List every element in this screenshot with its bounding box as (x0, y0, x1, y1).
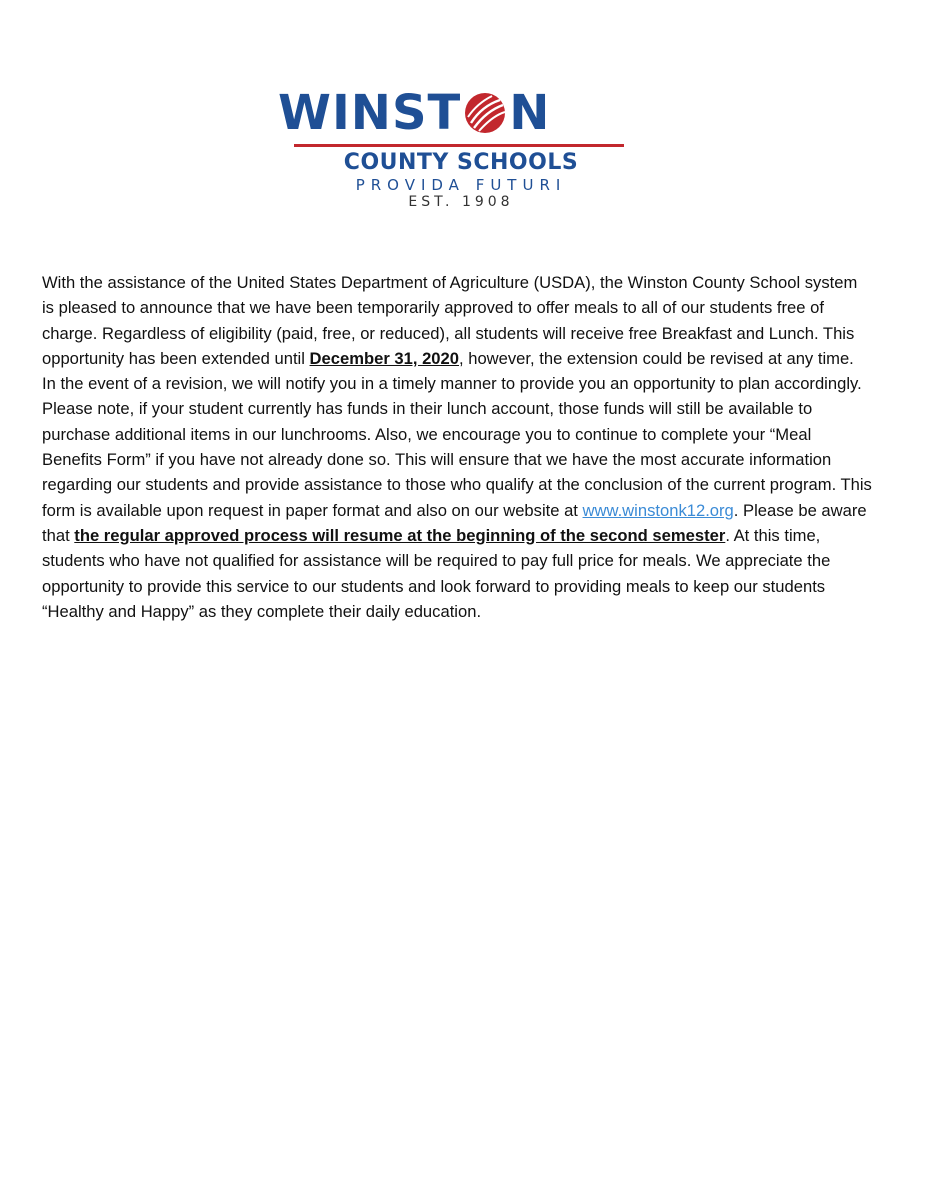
letterhead (0, 78, 927, 218)
logo-divider (294, 144, 624, 147)
district-motto: PROVIDA FUTURI (355, 176, 567, 194)
deadline-date: December 31, 2020 (309, 348, 459, 368)
letter-body (42, 270, 872, 624)
resume-notice: the regular approved process will resume at the beginning of the second semester (74, 525, 726, 545)
established-year: EST. 1908 (408, 194, 514, 210)
baseball-icon (462, 90, 508, 136)
letter-text-segment: . Please be aware that (42, 500, 867, 545)
district-logo (276, 78, 646, 213)
district-wordmark (278, 82, 550, 144)
letter-paragraph (42, 270, 872, 624)
website-link[interactable]: www.winstonk12.org (582, 500, 734, 520)
county-schools-line: COUNTY SCHOOLS (343, 150, 579, 175)
letter-text-segment: With the assistance of the United States Department of Agriculture (USDA), the Winston County School system is pleased to announce that we have been temporarily approved to offer meals to all of our students free of charge. Regardless of eligibility (paid, free, or reduced), all students will receive free Breakfast and Lunch. This opportunity has been extended until (42, 273, 858, 368)
letter-text-segment: . At this time, students who have not qualified for assistance will be required to pay full price for meals. We appreciate the opportunity to provide this service to our students and look forward to providing meals to keep our students “Healthy and Happy” as they complete their daily education. (42, 525, 831, 621)
letter-text-segment: , however, the extension could be revised at any time. In the event of a revision, we will notify you in a timely manner to provide you an opportunity to plan accordingly. Please note, if your student currently has funds in their lunch account, those funds will still be available to purchase additional items in our lunchrooms. Also, we encourage you to continue to complete your “Meal Benefits Form” if you have not already done so. This will ensure that we have the most accurate information regarding our students and provide assistance to those who qualify at the conclusion of the current program. This form is available upon request in paper format and also on our website at (42, 348, 872, 520)
wordmark-right: N (509, 85, 551, 141)
wordmark-left: WINST (278, 85, 462, 141)
